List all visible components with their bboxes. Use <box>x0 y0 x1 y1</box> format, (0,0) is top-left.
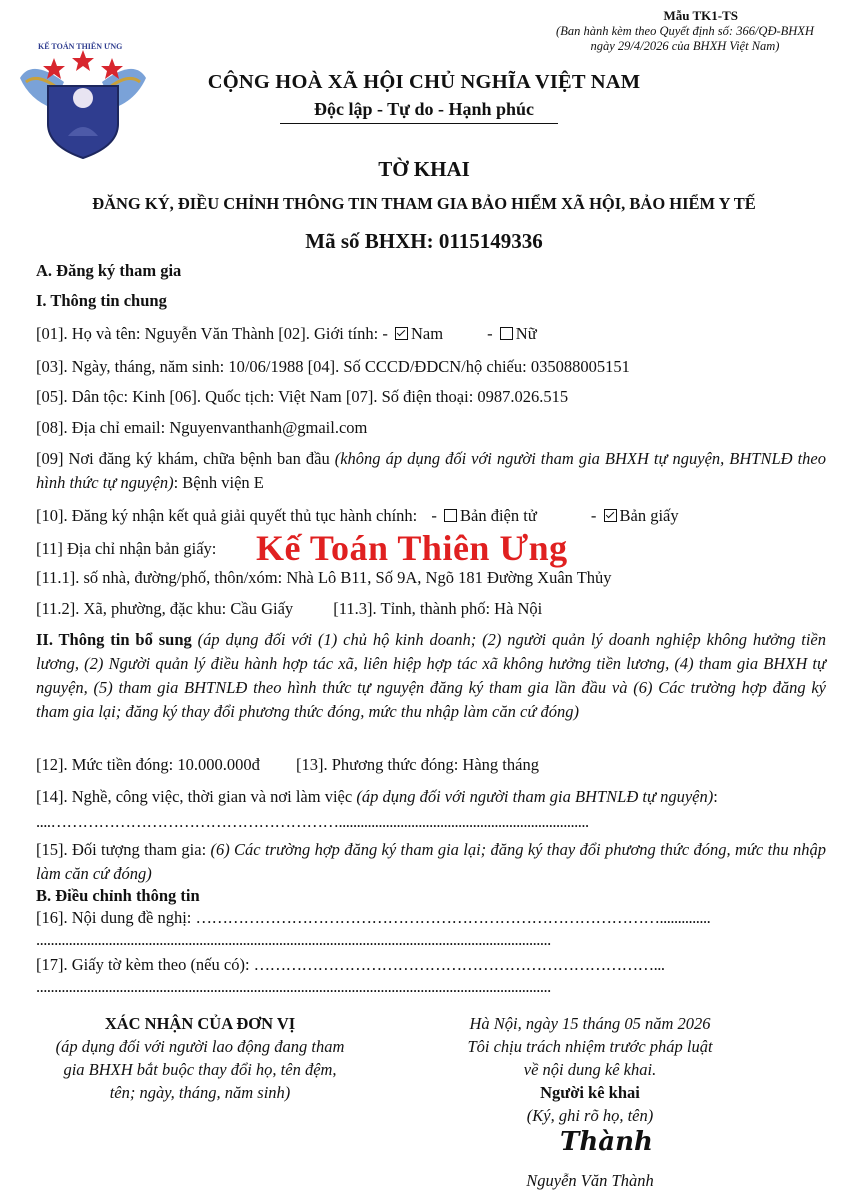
ward-value[interactable]: Cầu Giấy <box>230 599 294 618</box>
gender-female-checkbox[interactable] <box>500 327 513 340</box>
field-17 <box>36 953 796 977</box>
field-15 <box>36 838 826 886</box>
section-b-heading: B. Điều chỉnh thông tin <box>36 886 200 905</box>
result-paper-label: Bản giấy <box>619 506 679 525</box>
handwritten-signature: Thành <box>560 1127 653 1157</box>
f17-dotted-line-2[interactable]: .............................................................................................................................................. <box>36 977 551 996</box>
logo-text: KẾ TOÁN THIÊN ƯNG <box>38 42 123 51</box>
unit-confirmation-block <box>30 1012 370 1104</box>
unit-confirmation-note-3: tên; ngày, tháng, năm sinh) <box>109 1083 291 1102</box>
f11-2-label: [11.2]. Xã, phường, đặc khu: <box>36 599 231 618</box>
field-16 <box>36 906 796 930</box>
f10-separator-2: - <box>590 506 597 525</box>
f12-label: [12]. Mức tiền đóng: <box>36 755 178 774</box>
ethnicity-value[interactable]: Kinh <box>132 387 166 406</box>
hospital-value[interactable]: : Bệnh viện E <box>173 473 264 492</box>
field-03-04 <box>36 355 826 379</box>
result-electronic-checkbox[interactable] <box>444 509 457 522</box>
gender-female-label: Nữ <box>515 324 537 343</box>
issued-by <box>530 24 840 54</box>
declaration-statement-2: về nội dung kê khai. <box>523 1060 657 1079</box>
document-subtitle: ĐĂNG KÝ, ĐIỀU CHỈNH THÔNG TIN THAM GIA BẢO HIỂM XÃ HỘI, BẢO HIỂM Y TẾ <box>92 194 756 213</box>
section-ii <box>36 628 826 724</box>
field-05-07 <box>36 385 826 409</box>
document-title: TỜ KHAI <box>378 157 470 181</box>
f15-label: [15]. Đối tượng tham gia: <box>36 840 211 859</box>
result-electronic-label: Bản điện tử <box>460 506 537 525</box>
field-11-2-3 <box>36 597 826 621</box>
field-12-13 <box>36 753 826 777</box>
f03-label: [03]. Ngày, tháng, năm sinh: <box>36 357 229 376</box>
f17-dotted-line[interactable]: …………………………………………………………………... <box>253 955 665 974</box>
motto-underline <box>280 123 558 124</box>
issued-line-1: (Ban hành kèm theo Quyết định số: 366/QĐ-BHXH <box>556 24 814 38</box>
section-i-heading: I. Thông tin chung <box>36 291 167 310</box>
gender-male-checkbox[interactable] <box>395 327 408 340</box>
payment-method-value[interactable]: Hàng tháng <box>462 755 539 774</box>
gender-separator: - <box>487 324 493 343</box>
national-title: CỘNG HOÀ XÃ HỘI CHỦ NGHĨA VIỆT NAM <box>207 71 641 93</box>
form-code: Mẫu TK1-TS <box>663 8 738 23</box>
f11-3-label: [11.3]. Tỉnh, thành phố: <box>333 599 495 618</box>
f05-label: [05]. Dân tộc: <box>36 387 133 406</box>
full-name-value[interactable]: Nguyễn Văn Thành <box>144 324 275 343</box>
f09-label: [09] Nơi đăng ký khám, chữa bệnh ban đầu <box>36 449 335 468</box>
bhxh-code: Mã số BHXH: 0115149336 <box>305 229 543 253</box>
unit-confirmation-title: XÁC NHẬN CỦA ĐƠN VỊ <box>104 1014 296 1033</box>
declaration-statement-1: Tôi chịu trách nhiệm trước pháp luật <box>467 1037 713 1056</box>
f14-colon: : <box>713 787 718 806</box>
f14-dotted-line[interactable]: ....………………………………………………..................................................................... <box>36 812 589 831</box>
field-11-1 <box>36 566 826 590</box>
f04-label: [04]. Số CCCD/ĐDCN/hộ chiếu: <box>303 357 531 376</box>
f16-dotted-line-2[interactable]: .............................................................................................................................................. <box>36 930 551 949</box>
signature-hint: (Ký, ghi rõ họ, tên) <box>526 1106 654 1125</box>
f13-label: [13]. Phương thức đóng: <box>296 755 463 774</box>
f09-note: (không áp dụng đối với người tham gia BHXH tự nguyện, BHTNLĐ theo hình thức tự nguyện) <box>36 449 826 492</box>
declaration-date: Hà Nội, ngày 15 tháng 05 năm 2026 <box>469 1014 711 1033</box>
birth-date-value[interactable]: 10/06/1988 <box>228 357 304 376</box>
contribution-amount-value[interactable]: 10.000.000đ <box>177 755 260 774</box>
section-a-heading: A. Đăng ký tham gia <box>36 261 182 280</box>
field-14 <box>36 785 826 809</box>
id-number-value[interactable]: 035088005151 <box>530 357 630 376</box>
f14-label: [14]. Nghề, công việc, thời gian và nơi làm việc <box>36 787 357 806</box>
unit-confirmation-note-1: (áp dụng đối với người lao động đang tham <box>55 1037 345 1056</box>
f08-label: [08]. Địa chỉ email: <box>36 418 170 437</box>
national-motto: Độc lập - Tự do - Hạnh phúc <box>313 99 535 119</box>
section-ii-note: (áp dụng đối với (1) chủ hộ kinh doanh; (2) người quản lý doanh nghiệp không hưởng tiền lương, (2) Người quản lý điều hành hợp tác xã, liên hiệp hợp tác xã không hưởng tiền lương, (4) tham gia BHXH tự nguyện, (5) tham gia BHTNLĐ theo hình thức tự nguyện đăng ký tham gia lần đầu và (6) Các trường hợp đăng ký tham gia lại; đăng ký thay đổi phương thức đóng, mức thu nhập làm căn cứ đóng) <box>36 630 827 721</box>
field-10 <box>36 504 826 528</box>
f11-1-label: [11.1]. số nhà, đường/phố, thôn/xóm: <box>36 568 287 587</box>
f16-label: [16]. Nội dung đề nghị: <box>36 908 196 927</box>
field-09 <box>36 447 826 495</box>
f16-dotted-line[interactable]: …………………………………………………………………………….............. <box>195 908 711 927</box>
phone-value[interactable]: 0987.026.515 <box>477 387 569 406</box>
f14-note: (áp dụng đối với người tham gia BHTNLĐ tự nguyện) <box>356 787 714 806</box>
f10-label: [10]. Đăng ký nhận kết quả giải quyết thủ tục hành chính: <box>36 506 418 525</box>
f06-label: [06]. Quốc tịch: <box>165 387 279 406</box>
gender-male-label: Nam <box>410 324 444 343</box>
section-ii-heading: II. Thông tin bổ sung <box>36 630 192 649</box>
f01-label: [01]. Họ và tên: <box>36 324 145 343</box>
street-address-value[interactable]: Nhà Lô B11, Số 9A, Ngõ 181 Đường Xuân Thủy <box>286 568 612 587</box>
email-value[interactable]: Nguyenvanthanh@gmail.com <box>169 418 368 437</box>
field-01-02 <box>36 322 826 346</box>
f07-label: [07]. Số điện thoại: <box>341 387 478 406</box>
result-paper-checkbox[interactable] <box>604 509 617 522</box>
participant-type-value[interactable]: (6) Các trường hợp đăng ký tham gia lại; đăng ký thay đổi phương thức đóng, mức thu nhập làm căn cứ đóng) <box>36 840 826 883</box>
unit-confirmation-note-2: gia BHXH bắt buộc thay đổi họ, tên đệm, <box>63 1060 337 1079</box>
declarant-name: Nguyễn Văn Thành <box>526 1171 654 1190</box>
f02-label: [02]. Giới tính: - <box>274 324 388 343</box>
nationality-value[interactable]: Việt Nam <box>278 387 342 406</box>
declarant-block <box>420 1012 760 1127</box>
f17-label: [17]. Giấy tờ kèm theo (nếu có): <box>36 955 254 974</box>
watermark-text: Kế Toán Thiên Ưng <box>256 528 568 568</box>
field-08 <box>36 416 826 440</box>
field-11: [11] Địa chỉ nhận bản giấy: <box>36 539 217 558</box>
f10-separator-1: - <box>431 506 437 525</box>
province-value[interactable]: Hà Nội <box>494 599 543 618</box>
issued-line-2: ngày 29/4/2026 của BHXH Việt Nam) <box>590 39 780 53</box>
declarant-role: Người kê khai <box>540 1083 640 1102</box>
